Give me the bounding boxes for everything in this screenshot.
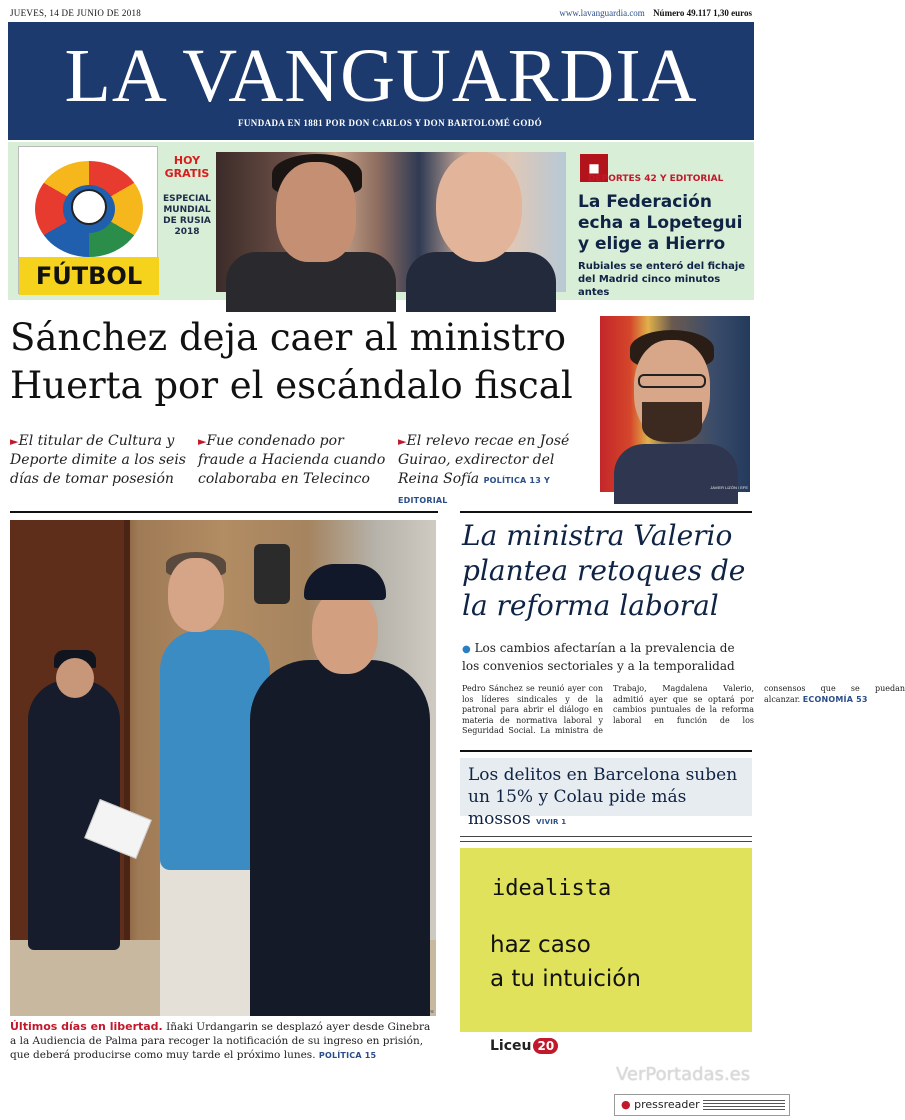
section-tag-link[interactable]: ECONOMÍA 53 bbox=[802, 694, 868, 704]
person-figure bbox=[614, 444, 738, 504]
website-link[interactable]: www.lavanguardia.com bbox=[559, 8, 645, 18]
special-edition-label bbox=[158, 194, 216, 238]
deck-text: El titular de Cultura y Deporte dimite a los seis días de tomar posesión bbox=[10, 433, 186, 487]
person-figure bbox=[250, 660, 430, 1016]
magazine-cover[interactable] bbox=[18, 146, 158, 294]
ad-brand: idealista bbox=[492, 876, 612, 901]
especial-line: 2018 bbox=[174, 227, 200, 237]
football-icon bbox=[71, 189, 107, 225]
pressreader-icon: ● bbox=[621, 1098, 631, 1111]
minister-portrait[interactable] bbox=[600, 316, 750, 492]
crime-headline bbox=[468, 764, 748, 833]
slogan-line: haz caso bbox=[490, 932, 591, 958]
gratis-line: GRATIS bbox=[164, 167, 210, 180]
especial-line: DE RUSIA bbox=[163, 216, 211, 226]
divider bbox=[460, 750, 752, 752]
liceu-name: Liceu bbox=[490, 1038, 532, 1054]
lead-headline-line: Sánchez deja caer al ministro bbox=[10, 316, 566, 359]
urdangarin-photo[interactable] bbox=[10, 520, 436, 1016]
top-info-line bbox=[10, 8, 752, 22]
lead-deck-item bbox=[198, 432, 388, 489]
caption-text: Iñaki Urdangarin se desplazó ayer desde Ginebra a la Audiencia de Palma para recoger la notificación de su ingreso en prisión, que deberá producirse como muy tarde el próximo lunes. bbox=[10, 1021, 431, 1061]
ad-slogan bbox=[490, 928, 730, 996]
sports-headline[interactable]: La Federación echa a Lopetegui y elige a Hierro bbox=[578, 192, 743, 254]
lead-deck-item bbox=[10, 432, 186, 489]
top-right-info bbox=[559, 8, 752, 18]
crime-headline-text: Los delitos en Barcelona suben un 15% y Colau pide más mossos bbox=[468, 765, 738, 829]
newspaper-logo[interactable]: LA VANGUARDIA bbox=[64, 34, 698, 118]
pressreader-logo bbox=[621, 1098, 700, 1111]
triangle-bullet-icon: ► bbox=[198, 435, 207, 448]
labor-reform-headline[interactable]: La ministra Valerio plantea retoques de la reforma laboral bbox=[462, 519, 746, 622]
fine-print-lines bbox=[703, 1100, 785, 1110]
divider bbox=[460, 836, 752, 837]
issue-date: JUEVES, 14 DE JUNIO DE 2018 bbox=[10, 8, 142, 18]
person-figure bbox=[436, 152, 522, 262]
bullet-dot-icon: ● bbox=[462, 644, 471, 655]
triangle-bullet-icon: ► bbox=[398, 435, 407, 448]
pressreader-footer[interactable] bbox=[614, 1094, 790, 1116]
lead-headline-line: Huerta por el escándalo fiscal bbox=[10, 364, 573, 407]
liceu-badge: 20 bbox=[533, 1038, 558, 1054]
sports-kicker[interactable]: DEPORTES 42 Y EDITORIAL bbox=[588, 174, 724, 184]
watermark: VerPortadas.es bbox=[616, 1064, 751, 1085]
person-figure bbox=[168, 558, 224, 632]
especial-line: ESPECIAL bbox=[162, 194, 212, 204]
masthead bbox=[8, 22, 754, 140]
divider bbox=[10, 511, 438, 513]
founded-line: FUNDADA EN 1881 POR DON CARLOS Y DON BARTOLOMÉ GODÓ bbox=[238, 118, 543, 128]
gratis-line: HOY bbox=[173, 154, 201, 167]
labor-reform-subhead bbox=[462, 640, 754, 674]
crime-news-box[interactable] bbox=[460, 758, 752, 829]
slogan-line: a tu intuición bbox=[490, 966, 641, 992]
caption-kicker: Últimos días en libertad. bbox=[10, 1020, 163, 1033]
photo-credit: EFE bbox=[426, 1009, 434, 1014]
lead-deck-item bbox=[398, 432, 594, 510]
labor-reform-body bbox=[462, 684, 905, 740]
person-figure bbox=[312, 590, 378, 674]
sports-subhead: Rubiales se enteró del fichaje del Madrid cinco minutos antes bbox=[578, 261, 746, 298]
subhead-text: Los cambios afectarían a la prevalencia de los convenios sectoriales y a la temporalidad bbox=[462, 641, 735, 673]
coaches-photo[interactable] bbox=[216, 152, 566, 292]
deck-text: Fue condenado por fraude a Hacienda cuando colaboraba en Telecinco bbox=[198, 433, 386, 487]
lead-headline[interactable] bbox=[10, 314, 595, 410]
pressreader-text: pressreader bbox=[634, 1098, 700, 1111]
especial-line: MUNDIAL bbox=[163, 205, 211, 215]
photo-credit: JAVIER LIZÓN / EFE bbox=[710, 485, 748, 490]
wall-lamp bbox=[254, 544, 290, 604]
section-tag-link[interactable]: VIVIR 1 bbox=[536, 818, 567, 826]
person-figure bbox=[276, 162, 356, 262]
section-tag-link[interactable]: POLÍTICA 15 bbox=[318, 1051, 377, 1060]
person-figure bbox=[56, 658, 94, 698]
price: 1,30 euros bbox=[713, 8, 752, 18]
sports-banner[interactable] bbox=[8, 142, 754, 300]
idealista-ad[interactable] bbox=[460, 848, 752, 1032]
liceu-logo bbox=[490, 1038, 558, 1054]
triangle-bullet-icon: ► bbox=[10, 435, 19, 448]
magazine-title: FÚTBOL bbox=[19, 257, 159, 295]
photo-caption bbox=[10, 1020, 438, 1063]
divider bbox=[460, 841, 752, 842]
deck-text: El relevo recae en José Guirao, exdirector del Reina Sofía bbox=[398, 433, 570, 487]
sports-section-icon: ■ bbox=[580, 154, 608, 182]
body-text: Pedro Sánchez se reunió ayer con los líderes sindicales y de la patronal para abrir el diálogo en materia de normativa laboral y Seguridad Social. La ministra de Trabajo, Magdalena Valerio, admitió ayer que se optará por cambios puntuales de la reforma laboral en función de los consensos que se puedan alcanzar. bbox=[462, 684, 905, 735]
person-figure bbox=[642, 402, 702, 442]
free-supplement-label bbox=[160, 154, 214, 180]
glasses-shape bbox=[638, 374, 706, 388]
person-figure bbox=[304, 564, 386, 600]
divider bbox=[460, 511, 752, 513]
section-tag-link[interactable]: POLÍTICA 13 Y EDITORIAL bbox=[398, 476, 550, 505]
issue-number: Número 49.117 bbox=[653, 8, 711, 18]
